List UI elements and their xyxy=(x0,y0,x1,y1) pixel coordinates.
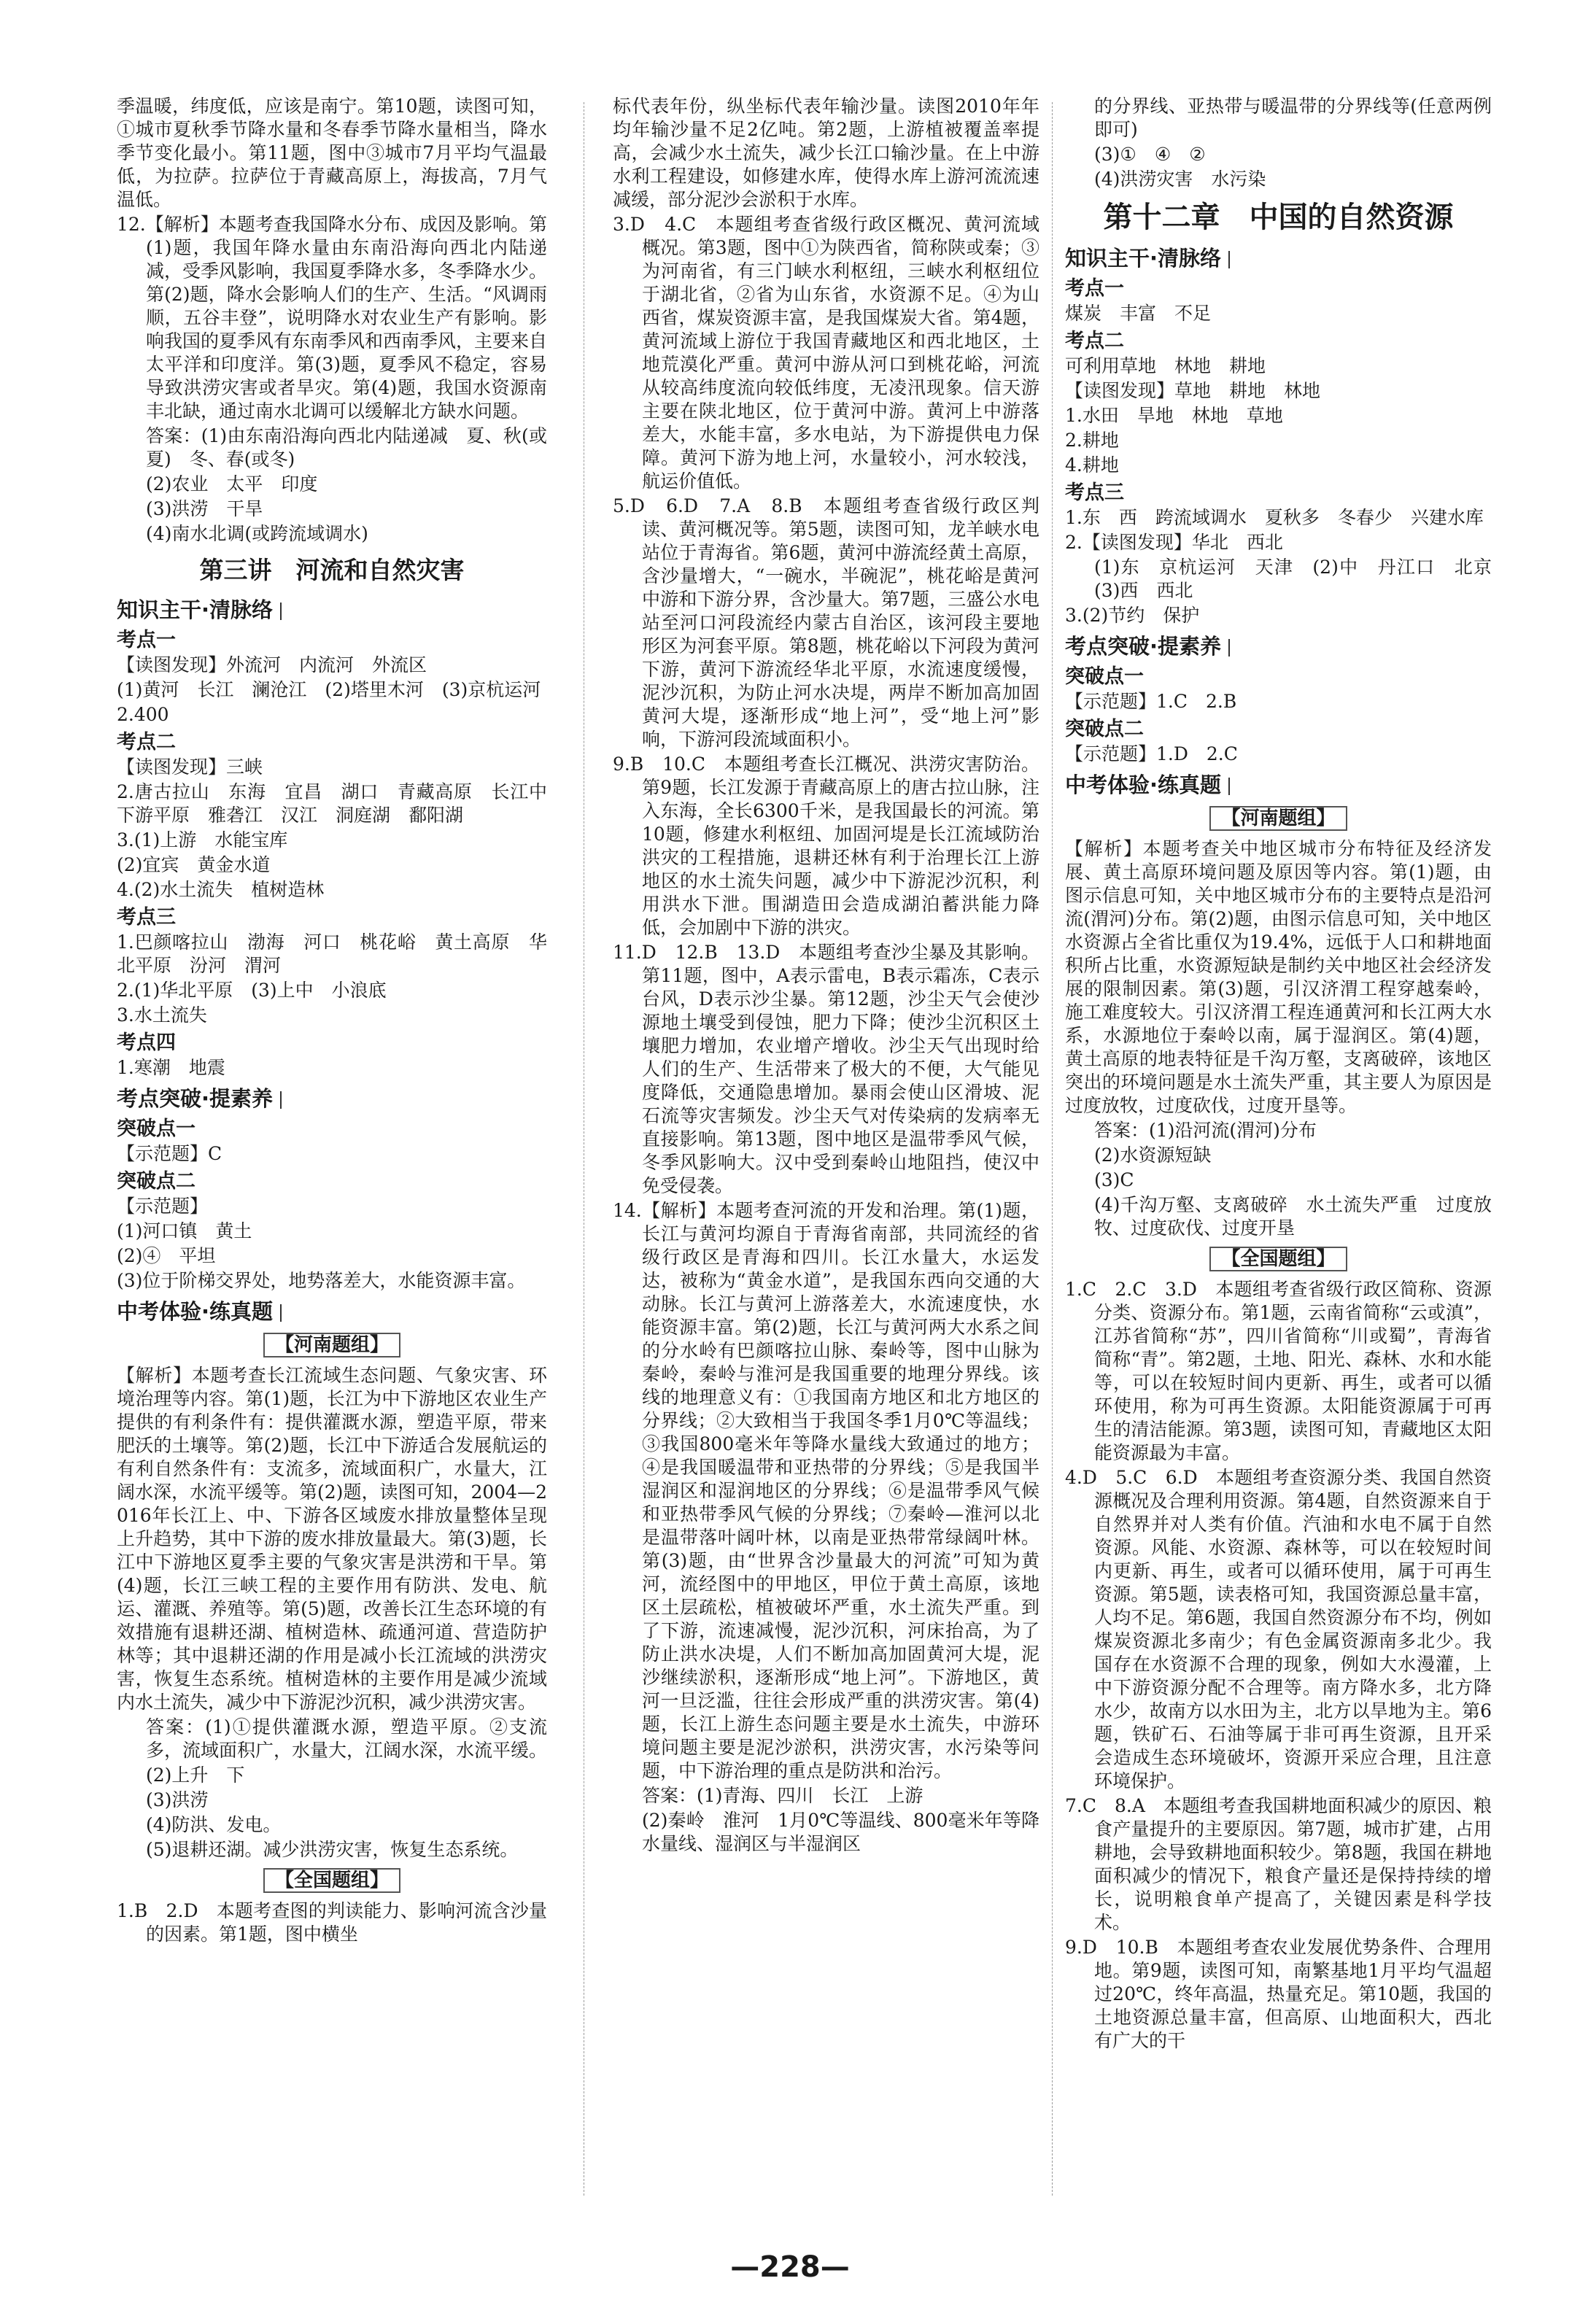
paragraph: 3.水土流失 xyxy=(117,1004,207,1026)
kaodian-heading: 突破点一 xyxy=(1065,665,1144,688)
paragraph: 【读图发现】三峡 xyxy=(117,756,263,778)
answer-line: (4)防洪、发电。 xyxy=(146,1814,282,1835)
column-middle xyxy=(613,95,1039,2210)
paragraph: 4.(2)水土流失 植树造林 xyxy=(117,879,325,900)
heading-bar xyxy=(280,603,282,620)
question-group-label: 【河南题组】 xyxy=(1209,806,1347,831)
kaodian-heading: 突破点二 xyxy=(117,1170,195,1193)
kaodian-heading: 突破点一 xyxy=(117,1118,195,1140)
question-group-heading xyxy=(117,1331,547,1360)
paragraph: (3)位于阶梯交界处，地势落差大，水能资源丰富。 xyxy=(117,1270,526,1291)
answer-line: (4)千沟万壑、支离破碎 水土流失严重 过度放牧、过度砍伐、过度开垦 xyxy=(1094,1194,1492,1239)
chapter-title: 第十二章 中国的自然资源 xyxy=(1103,201,1454,234)
paragraph: 【示范题】 xyxy=(117,1196,209,1217)
section-heading-text: 知识主干·清脉络 xyxy=(1065,246,1222,271)
paragraph: (1)黄河 长江 澜沧江 (2)塔里木河 (3)京杭运河 xyxy=(117,679,541,700)
question-group-label: 【全国题组】 xyxy=(1209,1247,1347,1271)
paragraph: 季温暖，纬度低，应该是南宁。第10题，读图可知，①城市夏秋季节降水量和冬春季节降水量相当，降水季节变化最小。第11题，图中③城市7月平均气温最低，为拉萨。拉萨位于青藏高原上，海拔高，7月气温低。 xyxy=(117,96,547,210)
paragraph: 2.【读图发现】华北 西北 xyxy=(1065,532,1283,553)
answer-line: (3)C xyxy=(1094,1169,1134,1190)
question-group-label: 【全国题组】 xyxy=(263,1868,400,1893)
answer-line: (2)秦岭 淮河 1月0℃等温线、800毫米年等降水量线、湿润区与半湿润区 xyxy=(642,1810,1039,1854)
heading-bar xyxy=(1228,778,1230,795)
column-right xyxy=(1065,95,1511,2210)
section-heading xyxy=(1065,770,1492,799)
numbered-item: 1.C 2.C 3.D 本题组考查省级行政区简称、资源分类、资源分布。第1题，云南省简称“云或滇”，江苏省简称“苏”，四川省简称“川或蜀”，青海省简称“青”。第2题，土地、阳光、森林、水和水能等，可以在较短时间内更新、再生，或者可以循环使用，称为可再生资源。太阳能资源属于可再生的清洁能源。第3题，读图可知，青藏地区太阳能资源最为丰富。 xyxy=(1065,1279,1492,1463)
section-heading xyxy=(1065,244,1492,273)
numbered-item: 12.【解析】本题考查我国降水分布、成因及影响。第(1)题，我国年降水量由东南沿海向西北内陆递减，受季风影响，我国夏季降水多，冬季降水少。第(2)题，降水会影响人们的生产、生活。“风调雨顺，五谷丰登”，说明降水对农业生产有影响。影响我国的夏季风有东南季风和西南季风，主要来自太平洋和印度洋。第(3)题，夏季风不稳定，容易导致洪涝灾害或者旱灾。第(4)题，我国水资源南丰北缺，通过南水北调可以缓解北方缺水问题。 xyxy=(117,214,548,422)
question-group-heading xyxy=(117,1866,547,1895)
paragraph: 可利用草地 林地 耕地 xyxy=(1065,355,1266,376)
answer-line: (3)洪涝 xyxy=(146,1789,209,1810)
heading-bar xyxy=(280,1304,282,1322)
kaodian-heading: 考点三 xyxy=(1065,481,1124,504)
answer-line: (4)南水北调(或跨流域调水) xyxy=(146,523,368,544)
paragraph: 煤炭 丰富 不足 xyxy=(1065,303,1212,324)
paragraph: 【解析】本题考查关中地区城市分布特征及经济发展、黄土高原环境问题及原因等内容。第(1)题，由图示信息可知，关中地区城市分布的主要特点是沿河流(渭河)分布。第(2)题，由图示信息可知，关中地区水资源占全省比重仅为19.4%，远低于人口和耕地面积所占比重，水资源短缺是制约关中地区社会经济发展的限制因素。第(3)题，引汉济渭工程穿越秦岭，施工难度较大。引汉济渭工程连通黄河和长江两大水系，水源地位于秦岭以南，属于湿润区。第(4)题，黄土高原的地表特征是千沟万壑，支离破碎，该地区突出的环境问题是水土流失严重，其主要人为原因是过度放牧，过度砍伐，过度开垦等。 xyxy=(1065,838,1492,1116)
paragraph: 1.水田 旱地 林地 草地 xyxy=(1065,405,1283,426)
kaodian-heading: 考点一 xyxy=(1065,277,1124,300)
answer-line: (3)洪涝 干旱 xyxy=(146,498,263,519)
kaodian-heading: 考点四 xyxy=(117,1031,176,1054)
answer-line: 答案：(1)青海、四川 长江 上游 xyxy=(642,1785,923,1806)
numbered-item: 3.D 4.C 本题组考查省级行政区概况、黄河流域概况。第3题，图中①为陕西省，简称陕或秦；③为河南省，有三门峡水利枢纽，三峡水利枢纽位于湖北省，②省为山东省，水资源不足。④为山西省，煤炭资源丰富，是我国煤炭大省。第4题，黄河流域上游位于我国青藏地区和西北地区，土地荒漠化严重。黄河中游从河口到桃花峪，河流从较高纬度流向较低纬度，无凌汛现象。信天游主要在陕北地区，位于黄河中游。黄河上中游落差大，水能丰富，多水电站，为下游提供电力保障。黄河下游为地上河，水量较小，河水较浅，航运价值低。 xyxy=(613,214,1039,492)
section-heading-text: 考点突破·提素养 xyxy=(1065,634,1222,659)
section-heading-text: 中考体验·练真题 xyxy=(1065,772,1222,797)
paragraph: (2)④ 平坦 xyxy=(117,1245,216,1266)
paragraph: 2.耕地 xyxy=(1065,430,1119,451)
paragraph: 【读图发现】草地 耕地 林地 xyxy=(1065,380,1321,401)
kaodian-heading: 考点二 xyxy=(117,731,176,754)
question-group-heading xyxy=(1065,1244,1492,1274)
answer-line: (3)① ④ ② xyxy=(1094,144,1206,165)
answer-line: 答案：(1)由东南沿海向西北内陆递减 夏、秋(或夏) 冬、春(或冬) xyxy=(146,425,547,470)
kaodian-heading: 考点一 xyxy=(117,629,176,651)
numbered-item: 14.【解析】本题考查河流的开发和治理。第(1)题，长江与黄河均源自于青海省南部，共同流经的省级行政区是青海和四川。长江水量大，水运发达，被称为“黄金水道”，是我国东西向交通的大动脉。长江与黄河上游落差大，水流速度快，水能资源丰富。第(2)题，长江与黄河两大水系之间的分水岭有巴颜喀拉山脉、秦岭等，图中山脉为秦岭，秦岭与淮河是我国重要的地理分界线。该线的地理意义有：①我国南方地区和北方地区的分界线；②大致相当于我国冬季1月0℃等温线；③我国800毫米年等降水量线大致通过的地方；④是我国暖温带和亚热带的分界线；⑤是我国半湿润区和湿润地区的分界线；⑥是温带季风气候和亚热带季风气候的分界线；⑦秦岭—淮河以北是温带落叶阔叶林，以南是亚热带常绿阔叶林。第(3)题，由“世界含沙量最大的河流”可知为黄河，流经图中的甲地区，甲位于黄土高原，该地区土层疏松，植被破坏严重，水土流失严重。到了下游，流速减慢，泥沙沉积，河床抬高，为了防止洪水决堤，人们不断加高加固黄河大堤，泥沙继续淤积，逐渐形成“地上河”。下游地区，黄河一旦泛滥，往往会形成严重的洪涝灾害。第(4)题，长江上游生态问题主要是水土流失，中游环境问题主要是泥沙淤积，洪涝灾害，水污染等问题，中下游治理的重点是防洪和治污。 xyxy=(613,1200,1039,1781)
paragraph: 【示范题】1.C 2.B xyxy=(1065,691,1237,712)
kaodian-heading: 突破点二 xyxy=(1065,718,1144,740)
section-heading xyxy=(117,1297,547,1326)
paragraph: (2)宜宾 黄金水道 xyxy=(117,854,271,875)
column-left xyxy=(117,95,547,2210)
paragraph: 【读图发现】外流河 内流河 外流区 xyxy=(117,654,427,675)
section-heading xyxy=(1065,632,1492,661)
answer-line: (4)洪涝灾害 水污染 xyxy=(1094,169,1266,190)
lecture-title: 第三讲 河流和自然灾害 xyxy=(199,556,465,584)
answer-line: (2)上升 下 xyxy=(146,1765,245,1786)
column-divider xyxy=(1052,102,1053,2196)
answer-line: 的分界线、亚热带与暖温带的分界线等(任意两例即可) xyxy=(1094,96,1492,140)
paragraph: (1)河口镇 黄土 xyxy=(117,1220,252,1242)
kaodian-heading: 考点三 xyxy=(117,906,176,929)
section-heading xyxy=(117,1084,547,1113)
heading-bar xyxy=(280,1091,282,1109)
kaodian-heading: 考点二 xyxy=(1065,330,1124,352)
answer-line: 答案：(1)①提供灌溉水源，塑造平原。②支流多，流域面积广，水量大，江阔水深，水流平缓。 xyxy=(146,1716,548,1761)
answer-line: (1)东 京杭运河 天津 (2)中 丹江口 北京 (3)西 西北 xyxy=(1094,557,1511,601)
paragraph: 2.(1)华北平原 (3)上中 小浪底 xyxy=(117,980,387,1001)
paragraph: 【解析】本题考查长江流域生态问题、气象灾害、环境治理等内容。第(1)题，长江为中下游地区农业生产提供的有利条件有：提供灌溉水源，塑造平原，带来肥沃的土壤等。第(2)题，长江中下游适合发展航运的有利自然条件有：支流多，流域面积广，水量大，江阔水深，水流平缓等。第(2)题，读图可知，2004—2016年长江上、中、下游各区域废水排放量整体呈现上升趋势，其中下游的废水排放量最大。第(3)题，长江中下游地区夏季主要的气象灾害是洪涝和干旱。第(4)题，长江三峡工程的主要作用有防洪、发电、航运、灌溉、养殖等。第(5)题，改善长江生态环境的有效措施有退耕还湖、植树造林、疏通河道、营造防护林等；其中退耕还湖的作用是减小长江流域的洪涝灾害，恢复生态系统。植树造林的主要作用是减少流域内水土流失，减少中下游泥沙沉积，减少洪涝灾害。 xyxy=(117,1365,547,1713)
paragraph: 【示范题】C xyxy=(117,1143,222,1164)
paragraph: 2.400 xyxy=(117,704,169,725)
heading-bar xyxy=(1228,251,1230,268)
question-group-heading xyxy=(1065,804,1492,833)
section-heading-text: 考点突破·提素养 xyxy=(117,1086,274,1111)
numbered-item: 1.B 2.D 本题考查图的判读能力、影响河流含沙量的因素。第1题，图中横坐 xyxy=(117,1900,547,1945)
numbered-item: 11.D 12.B 13.D 本题组考查沙尘暴及其影响。第11题，图中，A表示雷电，B表示霜冻，C表示台风，D表示沙尘暴。第12题，沙尘天气会使沙源地土壤受到侵蚀，肥力下降；使沙尘沉积区土壤肥力增加，农业增产增收。沙尘天气出现时给人们的生产、生活带来了极大的不便，大气能见度降低，交通隐患增加。暴雨会使山区滑坡、泥石流等灾害频发。沙尘天气对传染病的发病率无直接影响。第13题，图中地区是温带季风气候，冬季风影响大。汉中受到秦岭山地阻挡，使汉中免受侵袭。 xyxy=(613,942,1039,1196)
section-heading-text: 知识主干·清脉络 xyxy=(117,597,274,622)
section-heading-text: 中考体验·练真题 xyxy=(117,1299,274,1324)
paragraph: 4.耕地 xyxy=(1065,454,1119,476)
heading-bar xyxy=(1228,639,1230,656)
answer-line: (5)退耕还湖。减少洪涝灾害，恢复生态系统。 xyxy=(146,1839,519,1860)
paragraph: 3.(1)上游 水能宝库 xyxy=(117,829,288,851)
paragraph: 【示范题】1.D 2.C xyxy=(1065,743,1238,764)
section-heading xyxy=(117,595,547,624)
numbered-item: 4.D 5.C 6.D 本题组考查资源分类、我国自然资源概况及合理利用资源。第4题，自然资源来自于自然界并对人类有价值。汽油和水电不属于自然资源。风能、水资源、森林等，可以在较短时间内更新、再生，或者可以循环使用，属于可再生资源。第5题，读表格可知，我国资源总量丰富，人均不足。第6题，我国自然资源分布不均，例如煤炭资源北多南少；有色金属资源南多北少。我国存在水资源不合理的现象，例如大水漫灌，上中下游资源分配不合理等。南方降水多，北方降水少，故南方以水田为主，北方以旱地为主。第6题，铁矿石、石油等属于非可再生资源，且开采会造成生态环境破坏，资源开采应合理，且注意环境保护。 xyxy=(1065,1467,1492,1792)
numbered-item: 5.D 6.D 7.A 8.B 本题组考查省级行政区判读、黄河概况等。第5题，读图可知，龙羊峡水电站位于青海省。第6题，黄河中游流经黄土高原，含沙量增大，“一碗水，半碗泥”，桃花峪是黄河中游和下游分界，含沙量大。第7题，三盛公水电站至河口河段流经内蒙古自治区，该河段主要地形区为河套平原。第8题，桃花峪以下河段为黄河下游，黄河下游流经华北平原，水流速度缓慢，泥沙沉积，为防止河水决堤，两岸不断加高加固黄河大堤，逐渐形成“地上河”，受“地上河”影响，下游河段流域面积小。 xyxy=(613,495,1039,750)
answer-line: (2)农业 太平 印度 xyxy=(146,473,318,495)
paragraph: 3.(2)节约 保护 xyxy=(1065,605,1200,626)
paragraph: 标代表年份，纵坐标代表年输沙量。读图2010年年均年输沙量不足2亿吨。第2题，上游植被覆盖率提高，会减少水土流失，减少长江口输沙量。在上中游水利工程建设，如修建水库，使得水库上游河流流速减缓，部分泥沙会淤积于水库。 xyxy=(613,96,1039,210)
numbered-item: 9.D 10.B 本题组考查农业发展优势条件、合理用地。第9题，读图可知，南繁基地1月平均气温超过20℃，终年高温，热量充足。第10题，我国的土地资源总量丰富，但高原、山地面积大，西北有广大的干 xyxy=(1065,1937,1492,2051)
numbered-item: 1.东 西 跨流域调水 夏秋多 冬春少 兴建水库 xyxy=(1065,507,1484,528)
question-group-label: 【河南题组】 xyxy=(263,1333,400,1357)
paragraph: 1.寒潮 地震 xyxy=(117,1057,225,1078)
paragraph: 2.唐古拉山 东海 宜昌 湖口 青藏高原 长江中下游平原 雅砻江 汉江 洞庭湖 鄱阳湖 xyxy=(117,781,547,826)
answer-line: 答案：(1)沿河流(渭河)分布 xyxy=(1094,1120,1317,1141)
answer-line: (2)水资源短缺 xyxy=(1094,1144,1212,1166)
paragraph: 1.巴颜喀拉山 渤海 河口 桃花峪 黄土高原 华北平原 汾河 渭河 xyxy=(117,931,547,976)
numbered-item: 9.B 10.C 本题组考查长江概况、洪涝灾害防治。第9题，长江发源于青藏高原上的唐古拉山脉，注入东海，全长6300千米，是我国最长的河流。第10题，修建水利枢纽、加固河堤是长江流域防治洪灾的工程措施，退耕还林有利于治理长江上游地区的水土流失问题，减少中下游泥沙沉积，利用洪水下泄。围湖造田会造成湖泊蓄洪能力降低，会加剧中下游的洪灾。 xyxy=(613,754,1039,938)
page-number: —228— xyxy=(730,2250,850,2284)
numbered-item: 7.C 8.A 本题组考查我国耕地面积减少的原因、粮食产量提升的主要原因。第7题，城市扩建，占用耕地，会导致耕地面积较少。第8题，我国在耕地面积减少的情况下，粮食产量还是保持持续的增长，说明粮食单产提高了，关键因素是科学技术。 xyxy=(1065,1795,1492,1933)
